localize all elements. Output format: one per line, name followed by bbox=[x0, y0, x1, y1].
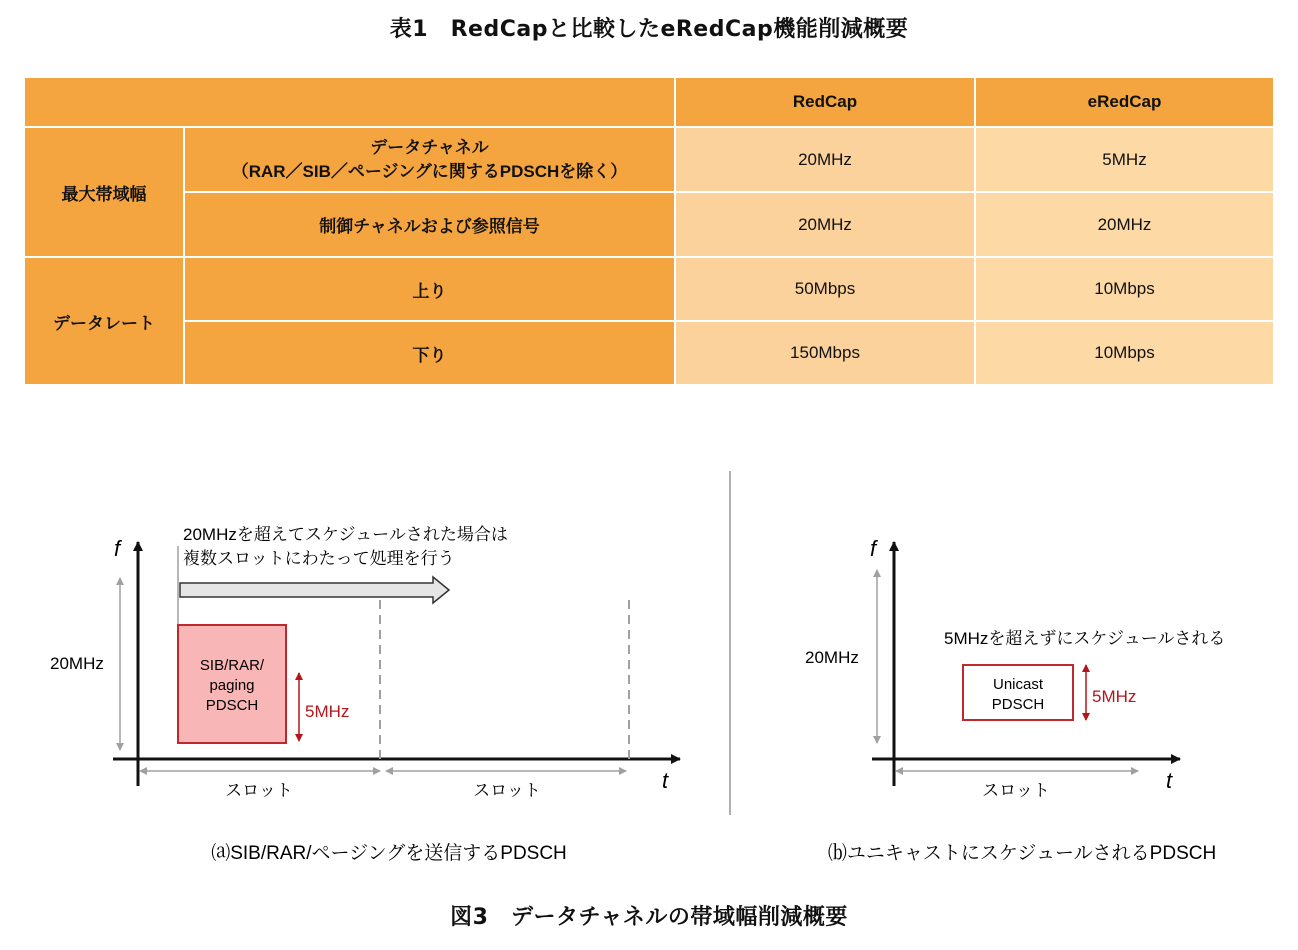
slot-label: スロット bbox=[473, 781, 541, 800]
cell-redcap-downlink: 150Mbps bbox=[675, 321, 975, 385]
slot-label: スロット bbox=[982, 781, 1050, 800]
row-label-downlink: 下り bbox=[184, 321, 675, 385]
cell-eredcap-downlink: 10Mbps bbox=[975, 321, 1274, 385]
row-label-control-channel: 制御チャネルおよび参照信号 bbox=[184, 192, 675, 257]
note: 5MHzを超えずにスケジュールされる bbox=[944, 629, 1226, 648]
box-text-line: Unicast bbox=[992, 676, 1044, 693]
data-channel-label-line1: データチャネル bbox=[370, 137, 489, 157]
table-row bbox=[24, 192, 1274, 257]
cell-redcap-uplink: 50Mbps bbox=[675, 257, 975, 321]
t-axis-label: t bbox=[1166, 768, 1173, 793]
small-bandwidth-label: 5MHz bbox=[305, 702, 350, 721]
figure-caption: 図3 データチャネルの帯域幅削減概要 bbox=[450, 905, 848, 930]
cell-redcap-data-channel: 20MHz bbox=[675, 127, 975, 192]
multi-slot-arrow bbox=[180, 577, 449, 603]
table-row bbox=[24, 321, 1274, 385]
figure-b-diagram bbox=[740, 440, 1298, 880]
box-text-line: paging bbox=[209, 677, 255, 694]
box-text-line: PDSCH bbox=[991, 696, 1045, 713]
small-bandwidth-label: 5MHz bbox=[1092, 687, 1137, 706]
table-title: 表1 RedCapと比較したeRedCap機能削減概要 bbox=[389, 17, 909, 42]
comparison-table bbox=[23, 76, 1275, 386]
cell-eredcap-data-channel: 5MHz bbox=[975, 127, 1274, 192]
bandwidth-label: 20MHz bbox=[50, 654, 104, 673]
figure-separator bbox=[729, 471, 731, 815]
table-header-row bbox=[24, 77, 1274, 127]
t-axis-label: t bbox=[662, 768, 669, 793]
box-text-line: SIB/RAR/ bbox=[199, 657, 265, 674]
figure-b-caption: ⒝ユニキャストにスケジュールされるPDSCH bbox=[827, 843, 1217, 864]
row-label-data-channel bbox=[184, 127, 675, 192]
header-eredcap: eRedCap bbox=[975, 77, 1274, 127]
header-empty-cell bbox=[24, 77, 675, 127]
cell-eredcap-control-channel: 20MHz bbox=[975, 192, 1274, 257]
cell-redcap-control-channel: 20MHz bbox=[675, 192, 975, 257]
figure-a-caption: ⒜SIB/RAR/ページングを送信するPDSCH bbox=[211, 843, 567, 864]
bandwidth-label: 20MHz bbox=[805, 648, 859, 667]
note-line1: 20MHzを超えてスケジュールされた場合は bbox=[183, 525, 508, 544]
cell-eredcap-uplink: 10Mbps bbox=[975, 257, 1274, 321]
row-label-data-rate: データレート bbox=[24, 257, 184, 385]
f-axis-label: f bbox=[114, 536, 121, 561]
box-text-line: PDSCH bbox=[205, 697, 259, 714]
table-row bbox=[24, 257, 1274, 321]
table-row bbox=[24, 127, 1274, 192]
slot-label: スロット bbox=[225, 781, 293, 800]
row-label-max-bandwidth: 最大帯域幅 bbox=[24, 127, 184, 257]
f-axis-label: f bbox=[870, 536, 877, 561]
note-line2: 複数スロットにわたって処理を行う bbox=[183, 549, 455, 568]
row-label-uplink: 上り bbox=[184, 257, 675, 321]
data-channel-label-line2: （RAR／SIB／ページングに関するPDSCHを除く） bbox=[231, 161, 628, 181]
figure-a-diagram bbox=[0, 440, 720, 880]
header-redcap: RedCap bbox=[675, 77, 975, 127]
